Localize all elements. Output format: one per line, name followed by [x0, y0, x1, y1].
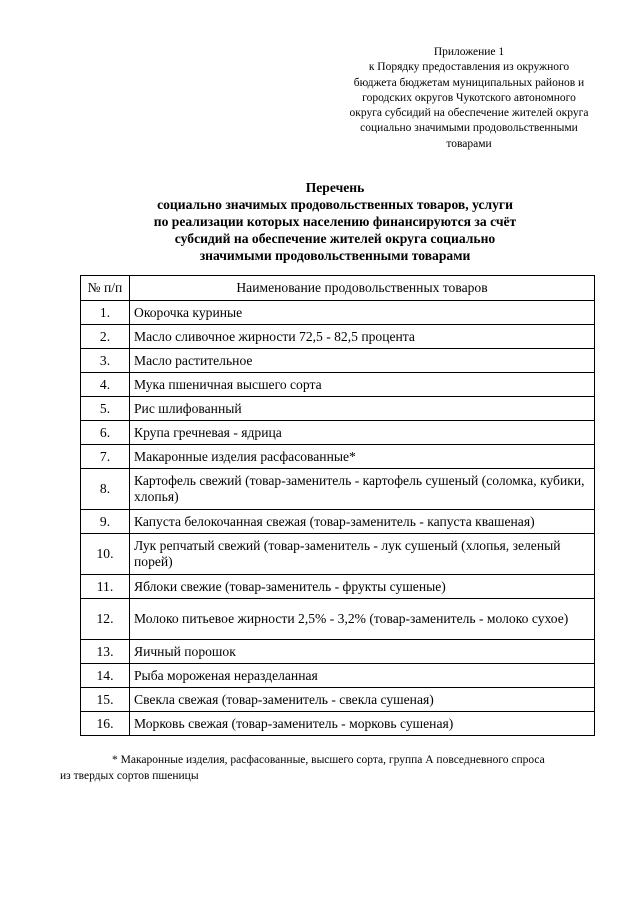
row-name: Мука пшеничная высшего сорта	[130, 373, 595, 397]
row-number: 9.	[81, 510, 130, 534]
title-line: субсидий на обеспечение жителей округа социально	[174, 231, 496, 246]
title-line: Перечень	[305, 180, 365, 195]
row-name: Лук репчатый свежий (товар-заменитель - лук сушеный (хлопья, зеленый порей)	[130, 534, 595, 575]
row-number: 12.	[81, 599, 130, 640]
table-row	[81, 599, 595, 640]
row-name: Морковь свежая (товар-заменитель - морковь сушеная)	[130, 712, 595, 736]
row-name: Макаронные изделия расфасованные*	[130, 445, 595, 469]
row-name: Картофель свежий (товар-заменитель - картофель сушеный (соломка, кубики, хлопья)	[130, 469, 595, 510]
row-number: 14.	[81, 664, 130, 688]
table-row	[81, 301, 595, 325]
row-number: 2.	[81, 325, 130, 349]
header-name: Наименование продовольственных товаров	[130, 276, 595, 301]
table-row	[81, 325, 595, 349]
appendix-line: округа субсидий на обеспечение жителей округа	[349, 107, 589, 120]
header-number: № п/п	[81, 276, 130, 301]
footnote	[60, 752, 612, 784]
row-number: 4.	[81, 373, 130, 397]
appendix-header	[330, 45, 608, 152]
table-row	[81, 664, 595, 688]
row-name: Крупа гречневая - ядрица	[130, 421, 595, 445]
title-line: по реализации которых населению финансируются за счёт	[153, 214, 517, 229]
row-name: Масло растительное	[130, 349, 595, 373]
row-number: 8.	[81, 469, 130, 510]
row-name: Рыба мороженая неразделанная	[130, 664, 595, 688]
row-name: Окорочка куриные	[130, 301, 595, 325]
table-row	[81, 640, 595, 664]
table-row	[81, 510, 595, 534]
row-name: Молоко питьевое жирности 2,5% - 3,2% (товар-заменитель - молоко сухое)	[130, 599, 595, 640]
table-row	[81, 712, 595, 736]
table-row	[81, 688, 595, 712]
appendix-line: Приложение 1	[433, 46, 505, 58]
appendix-line: к Порядку предоставления из окружного	[368, 61, 570, 74]
footnote-line: * Макаронные изделия, расфасованные, высшего сорта, группа А повседневного спроса	[112, 754, 545, 766]
row-name: Масло сливочное жирности 72,5 - 82,5 процента	[130, 325, 595, 349]
table-row	[81, 397, 595, 421]
table-header-row	[81, 276, 595, 301]
row-name: Яблоки свежие (товар-заменитель - фрукты сушеные)	[130, 575, 595, 599]
table-row	[81, 445, 595, 469]
row-name: Свекла свежая (товар-заменитель - свекла сушеная)	[130, 688, 595, 712]
row-number: 6.	[81, 421, 130, 445]
title-line: значимыми продовольственными товарами	[199, 248, 471, 263]
appendix-line: городских округов Чукотского автономного	[362, 91, 576, 104]
row-number: 15.	[81, 688, 130, 712]
appendix-line: социально значимыми продовольственными	[360, 122, 578, 135]
footnote-line: из твердых сортов пшеницы	[60, 770, 199, 782]
document-title	[60, 179, 610, 264]
row-number: 7.	[81, 445, 130, 469]
table-row	[81, 373, 595, 397]
table-row	[81, 421, 595, 445]
row-number: 5.	[81, 397, 130, 421]
row-name: Яичный порошок	[130, 640, 595, 664]
table-row	[81, 575, 595, 599]
title-line: социально значимых продовольственных товаров, услуги	[157, 197, 513, 212]
row-name: Капуста белокочанная свежая (товар-заменитель - капуста квашеная)	[130, 510, 595, 534]
goods-table	[80, 275, 595, 736]
appendix-line: товарами	[446, 137, 492, 150]
row-number: 16.	[81, 712, 130, 736]
row-number: 11.	[81, 575, 130, 599]
row-name: Рис шлифованный	[130, 397, 595, 421]
row-number: 13.	[81, 640, 130, 664]
table-row	[81, 469, 595, 510]
table-row	[81, 534, 595, 575]
row-number: 3.	[81, 349, 130, 373]
appendix-line: бюджета бюджетам муниципальных районов и	[353, 76, 585, 89]
row-number: 1.	[81, 301, 130, 325]
row-number: 10.	[81, 534, 130, 575]
table-row	[81, 349, 595, 373]
